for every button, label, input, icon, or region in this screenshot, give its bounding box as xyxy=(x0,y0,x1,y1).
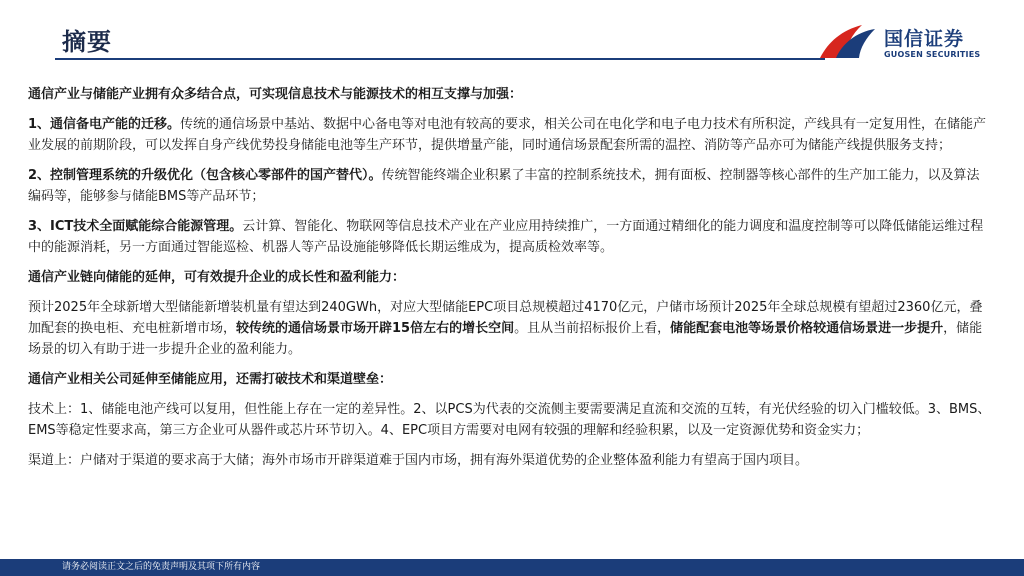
footer-bar xyxy=(0,559,1024,576)
company-logo xyxy=(818,20,993,64)
page-title: 摘要 xyxy=(62,28,112,56)
summary-body xyxy=(28,84,992,471)
paragraph: 渠道上：户储对于渠道的要求高于大储；海外市场市开辟渠道难于国内市场，拥有海外渠道优势的企业整体盈利能力有望高于国内项目。 xyxy=(28,453,809,468)
paragraph-text: 传统智能终端企业积累了丰富的控制系统技术，拥有面板、控制器等核心部件的生产加工能力，以及算法编码等，能够参与储能BMS等产品环节； xyxy=(28,168,980,204)
paragraph-lead: 2、控制管理系统的升级优化（包含核心零部件的国产替代）。 xyxy=(28,168,382,183)
paragraph xyxy=(28,165,992,207)
logo-name-en: GUOSEN SECURITIES xyxy=(884,50,981,59)
title-divider xyxy=(55,58,825,60)
footer-disclaimer: 请务必阅读正文之后的免责声明及其项下所有内容 xyxy=(62,562,261,572)
logo-name-cn: 国信证券 xyxy=(884,28,965,50)
paragraph-text: 。且从当前招标报价上看， xyxy=(514,321,671,336)
section-heading: 通信产业相关公司延伸至储能应用，还需打破技术和渠道壁垒： xyxy=(28,372,393,387)
guosen-logo-icon xyxy=(818,22,876,60)
paragraph-emphasis: 储能配套电池等场景价格较通信场景进一步提升 xyxy=(670,321,944,336)
section-heading: 通信产业链向储能的延伸，可有效提升企业的成长性和盈利能力： xyxy=(28,270,406,285)
paragraph-text: 预计2025年全球新增大型储能新增装机量有望达到240GWh，对应大型储能EPC项目总规模超过4170亿元，户储市场预计2025年全球总规模有望超过2360亿元，叠加配套的换电柜、充电桩新增市场， xyxy=(28,300,983,336)
paragraph-lead: 1、通信备电产能的迁移。 xyxy=(28,117,181,132)
paragraph xyxy=(28,297,992,360)
section-heading: 通信产业与储能产业拥有众多结合点，可实现信息技术与能源技术的相互支撑与加强： xyxy=(28,87,523,102)
paragraph xyxy=(28,216,992,258)
paragraph-text: 传统的通信场景中基站、数据中心备电等对电池有较高的要求，相关公司在电化学和电子电力技术有所积淀，产线具有一定复用性，在储能产业发展的前期阶段，可以发挥自身产线优势投身储能电池等生产环节，提供增量产能，同时通信场景配套所需的温控、消防等产品亦可为储能产线提供服务支持； xyxy=(28,117,987,153)
paragraph-emphasis: 较传统的通信场景市场开辟15倍左右的增长空间 xyxy=(236,321,515,336)
paragraph xyxy=(28,114,992,156)
paragraph-lead: 3、ICT技术全面赋能综合能源管理。 xyxy=(28,219,243,234)
paragraph-text: 云计算、智能化、物联网等信息技术产业在产业应用持续推广，一方面通过精细化的能力调度和温度控制等可以降低储能运维过程中的能源消耗，另一方面通过智能巡检、机器人等产品设施能够降低长期运维成为，提高质检效率等。 xyxy=(28,219,984,255)
paragraph-text: ，储能场景的切入有助于进一步提升企业的盈利能力。 xyxy=(28,321,983,357)
paragraph: 技术上：1、储能电池产线可以复用，但性能上存在一定的差异性。2、以PCS为代表的交流侧主要需要满足直流和交流的互转，有光伏经验的切入门槛较低。3、BMS、EMS等稳定性要求高，第三方企业可从器件或芯片环节切入。4、EPC项目方需要对电网有较强的理解和经验积累，以及一定资源优势和资金实力； xyxy=(28,402,991,438)
